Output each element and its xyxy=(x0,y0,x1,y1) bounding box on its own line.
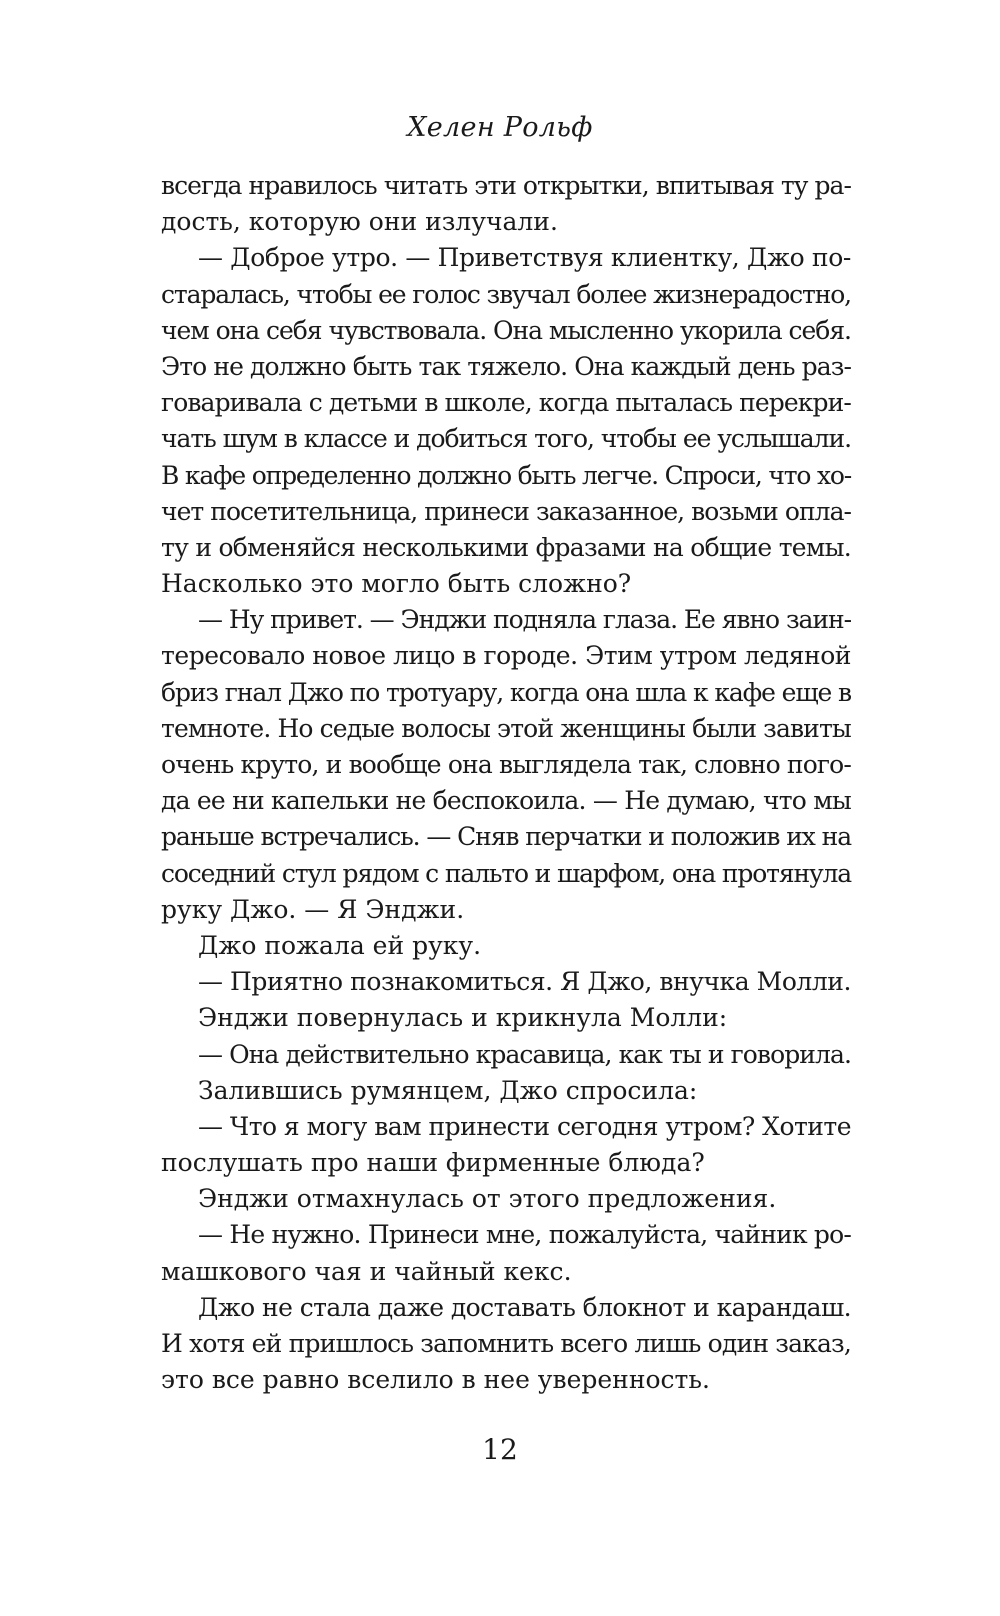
text-line: да ее ни капельки не беспокоила. — Не думаю, что мы xyxy=(161,786,851,816)
text-line: говаривала с детьми в школе, когда пыталась перекри- xyxy=(161,388,851,418)
text-line: тересовало новое лицо в городе. Этим утром ледяной xyxy=(161,641,852,671)
text-line: старалась, чтобы ее голос звучал более жизнерадостно, xyxy=(161,279,851,309)
text-line: — Доброе утро. — Приветствуя клиентку, Джо по- xyxy=(198,243,851,273)
text-line: Залившись румянцем, Джо спросила: xyxy=(198,1075,698,1105)
text-line: дость, которую они излучали. xyxy=(161,207,558,237)
text-line: — Приятно познакомиться. Я Джо, внучка Молли. xyxy=(198,967,851,997)
text-line: Джо пожала ей руку. xyxy=(198,930,482,960)
text-line: Энджи отмахнулась от этого предложения. xyxy=(198,1184,777,1214)
text-line: В кафе определенно должно быть легче. Спроси, что хо- xyxy=(161,460,851,490)
page-number: 12 xyxy=(482,1433,518,1466)
text-line: И хотя ей пришлось запомнить всего лишь один заказ, xyxy=(161,1329,851,1358)
text-line: машкового чая и чайный кекс. xyxy=(161,1256,572,1286)
text-line: — Ну привет. — Энджи подняла глаза. Ее явно заин- xyxy=(198,605,852,635)
text-line: очень круто, и вообще она выглядела так, словно пого- xyxy=(161,750,851,779)
text-line: чать шум в классе и добиться того, чтобы ее услышали. xyxy=(161,424,851,454)
text-line: Насколько это могло быть сложно? xyxy=(161,569,632,599)
text-line: руку Джо. — Я Энджи. xyxy=(161,894,465,924)
text-line: темноте. Но седые волосы этой женщины были завиты xyxy=(161,713,851,743)
text-line: — Что я могу вам принести сегодня утром? Хотите xyxy=(198,1111,851,1141)
text-line: — Она действительно красавица, как ты и говорила. xyxy=(198,1039,851,1069)
text-line: чет посетительница, принеси заказанное, возьми опла- xyxy=(161,496,852,526)
body-text xyxy=(161,168,851,1398)
text-line: это все равно вселило в нее уверенность. xyxy=(161,1365,710,1395)
text-line: послушать про наши фирменные блюда? xyxy=(161,1148,705,1178)
text-line: Джо не стала даже доставать блокнот и карандаш. xyxy=(198,1292,852,1322)
running-head: Хелен Рольф xyxy=(407,112,593,143)
text-line: — Не нужно. Принеси мне, пожалуйста, чайник ро- xyxy=(198,1220,852,1250)
text-line: чем она себя чувствовала. Она мысленно укорила себя. xyxy=(161,315,851,345)
text-line: бриз гнал Джо по тротуару, когда она шла к кафе еще в xyxy=(161,677,851,707)
text-line: раньше встречались. — Сняв перчатки и положив их на xyxy=(161,822,852,852)
text-line: Энджи повернулась и крикнула Молли: xyxy=(198,1003,728,1033)
text-line: всегда нравилось читать эти открытки, впитывая ту ра- xyxy=(161,171,851,200)
text-line: соседний стул рядом с пальто и шарфом, она протянула xyxy=(161,858,852,888)
text-line: ту и обменяйся несколькими фразами на общие темы. xyxy=(161,532,852,562)
text-line: Это не должно быть так тяжело. Она каждый день раз- xyxy=(161,351,851,381)
